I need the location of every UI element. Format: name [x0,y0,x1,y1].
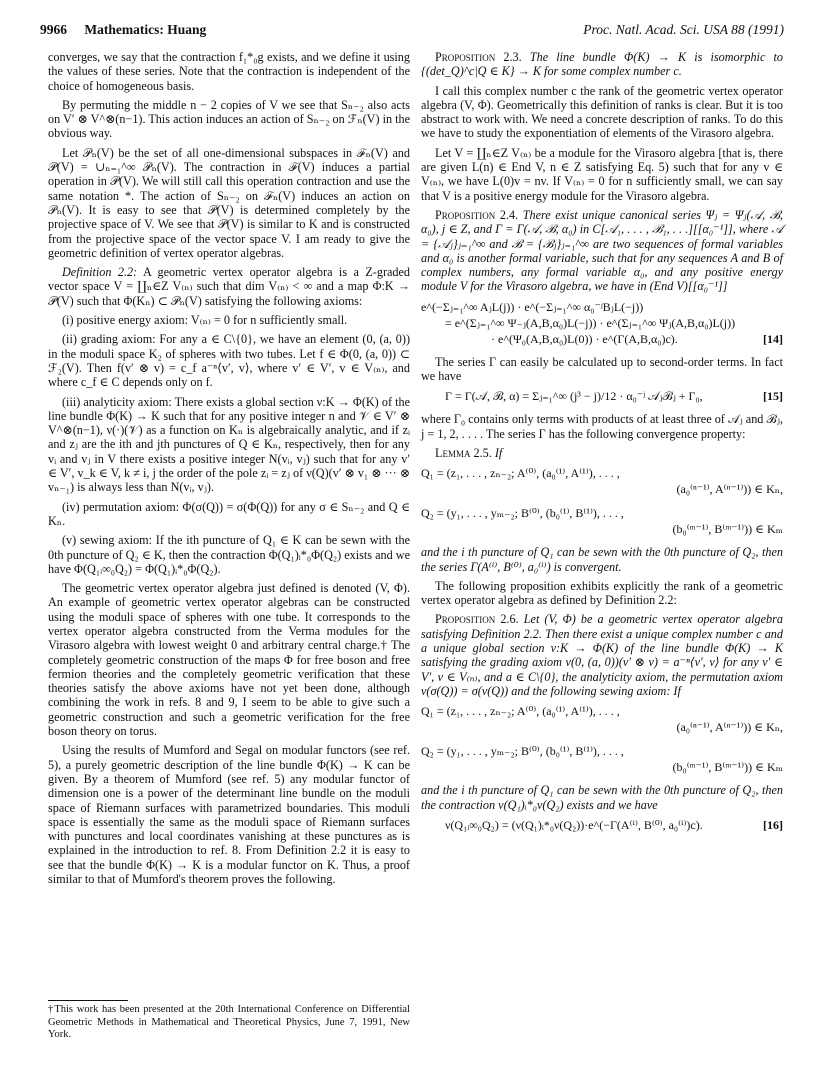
equation-line: (b₀⁽ᵐ⁻¹⁾, B⁽ᵐ⁻¹⁾)) ∈ Kₘ [672,522,783,537]
equation-number: [14] [763,331,783,346]
paragraph: By permuting the middle n − 2 copies of V we see that Sₙ₋₂ also acts on V′ ⊗ V^⊗(n−1). This action induces an action of Sₙ₋₂ on ℱₙ(V) in the obvious way. [48,97,410,141]
journal-citation: Proc. Natl. Acad. Sci. USA 88 (1991) [583,22,784,37]
page-number: 9966 [40,22,67,37]
equation-line: ν(Q₁ᵢ∞₀Q₂) = (ν(Q₁)ᵢ*₀ν(Q₂))·e^(−Γ(A⁽ⁱ⁾, B⁽⁰⁾, a₀⁽ⁱ⁾)c). [445,817,703,832]
equation-line: e^(−Σⱼ₌₁^∞ AⱼL(j)) · e^(−Σⱼ₌₁^∞ α₀⁻ʲBⱼL(−j)) [421,299,644,314]
equation-line: = e^(Σⱼ₌₁^∞ Ψ₋ⱼ(A,B,α₀)L(−j)) · e^(Σⱼ₌₁^∞ Ψⱼ(A,B,α₀)L(j)) [445,315,736,330]
definition-2-2 [48,265,410,308]
paragraph: converges, we say that the contraction f₁*₀g exists, and we define it using the values of these series. Note that the contraction is independent of the choice of homogeneous basis. [48,50,410,93]
axiom-analyticity: (iii) analyticity axiom: There exists a global section ν:K → Φ(K) of the line bundle Φ(K) → K such that for any positive integer n and 𝒱 ∈ V′ ⊗ V^⊗(n−1), ν(·)(𝒱) as a function on Kₙ is algebraically analytic, and if zᵢ and zⱼ are the ith and jth punctures of Q ∈ Kₙ, respectively, then for any vᵢ and vⱼ in V there exists a positive integer N(vᵢ, vⱼ) such that for any v′ ∈ V′, v_k ∈ V, k ≠ i, j the order of the pole zᵢ = zⱼ of ν(Q)(v′ ⊗ v₁ ⊗ ··· ⊗ vₙ₋₁) is always less than N(vᵢ, vⱼ). [48,394,410,495]
proposition-2-6 [421,612,783,698]
equation-line: Q₁ = (z₁, . . . , zₙ₋₂; A⁽⁰⁾, (a₀⁽¹⁾, A⁽¹⁾), . . . , [421,704,620,719]
equation-line: Q₂ = (y₁, . . . , yₘ₋₂; B⁽⁰⁾, (b₀⁽¹⁾, B⁽¹⁾), . . . , [421,506,624,521]
equation-14 [421,299,783,347]
proposition-conclusion: and the i th puncture of Q₁ can be sewn with the 0th puncture of Q₂, then the contraction ν(Q₁)ᵢ*₀ν(Q₂) exists and we have [421,783,783,812]
proposition-text: Let (V, Φ) be a geometric vertex operator algebra satisfying Definition 2.2. Then there exist a unique complex number c and a unique global section ν:K → Φ(K) of the line bundle Φ(K) → K satisfying the grading axiom ν(0, (a, 0))(v′ ⊗ v) = a⁻ⁿ⟨v′, v⟩ for any v′ ∈ V′, v ∈ V₍ₙ₎, and a ∈ C\{0}, the analyticity axiom, the permutation axiom ν(σ(Q)) = σ(ν(Q)) and the following sewing axiom: If [421,612,783,698]
left-column [48,50,410,891]
lemma-q1 [421,465,783,497]
axiom-permutation: (iv) permutation axiom: Φ(σ(Q)) = σ(Φ(Q)) for any σ ∈ Sₙ₋₂ and Q ∈ Kₙ. [48,499,410,528]
paragraph: The series Γ can easily be calculated up to second-order terms. In fact we have [421,354,783,384]
proposition-text: There exist unique canonical series Ψⱼ = Ψⱼ(𝒜, ℬ, α₀), j ∈ Z, and Γ = Γ(𝒜, ℬ, α₀) in C[𝒜₁, . . . , ℬ₁, . . .][[α₀⁻¹]], where 𝒜 = {𝒜ⱼ}ⱼ₌₁^∞ and ℬ = {ℬⱼ}ⱼ₌₁^∞ are two sequences of formal variables and α₀ is another formal variable, such that for any sequences A and B of complex numbers, any formal variable α₀, and any positive energy module V for the Virasoro algebra, we have in (End V)[[α₀⁻¹]] [421,207,783,294]
equation-line: (b₀⁽ᵐ⁻¹⁾, B⁽ᵐ⁻¹⁾)) ∈ Kₘ [672,760,783,775]
equation-number: [15] [763,389,783,404]
section-title: Mathematics: Huang [84,22,207,37]
right-column [421,50,783,841]
lemma-label: Lemma 2.5. [435,445,492,460]
proposition-q2 [421,743,783,775]
equation-number: [16] [763,817,783,832]
definition-label: Definition 2.2: [62,265,138,280]
proposition-2-4 [421,208,783,294]
equation-15 [421,388,783,404]
axiom-positive-energy: (i) positive energy axiom: V₍ₙ₎ = 0 for n sufficiently small. [62,313,348,328]
equation-16 [421,817,783,833]
equation-line: Γ = Γ(𝒜, ℬ, α) = Σⱼ₌₁^∞ (j³ − j)/12 · α₀⁻ʲ 𝒜ⱼℬⱼ + Γ₀, [445,389,703,404]
paragraph: Let V = ∐ₙ∈Z V₍ₙ₎ be a module for the Virasoro algebra [that is, there are given L(n) ∈ End V, n ∈ Z satisfying Eq. 5) such that for any v ∈ V₍ₙ₎, we have L(0)v = nv. If V₍ₙ₎ = 0 for n sufficiently small, we can say that V is a positive energy module for the Virasoro algebra. [421,145,783,203]
equation-line: Q₂ = (y₁, . . . , yₘ₋₂; B⁽⁰⁾, (b₀⁽¹⁾, B⁽¹⁾), . . . , [421,744,624,759]
axiom-grading: (ii) grading axiom: For any a ∈ C\{0}, we have an element (0, (a, 0)) in the moduli space K₂ of spheres with two tubes. Let f ∈ Φ(0, (a, 0)) ⊂ ℱ₂(V). Then f(v′ ⊗ v) = c_f a⁻ⁿ⟨v′, v⟩, where v′ ∈ V′, v ∈ V₍ₙ₎, and where c_f ∈ C depends only on f. [48,332,410,390]
lemma-2-5 [421,446,783,460]
proposition-2-3 [421,50,783,79]
footnote: †This work has been presented at the 20th International Conference on Differential Geometric Methods in Mathematical and Theoretical Physics, June 7, 1991, New York. [48,1004,410,1040]
definition-text: A geometric vertex operator algebra is a Z-graded vector space V = ∐ₙ∈Z V₍ₙ₎ such that dim V₍ₙ₎ < ∞ and a map Φ:K → 𝒫(V) such that Φ(Kₙ) ⊂ 𝒫ₙ(V) satisfying the following axioms: [48,265,411,308]
proposition-text: The line bundle Φ(K) → K is isomorphic to {(det_Q)^c|Q ∈ K} → K for some complex number c. [421,50,783,79]
lemma-conclusion: and the i th puncture of Q₁ can be sewn with the 0th puncture of Q₂, then the series Γ(A⁽ⁱ⁾, B⁽⁰⁾, a₀⁽ⁱ⁾) is convergent. [421,545,783,574]
equation-line: Q₁ = (z₁, . . . , zₙ₋₂; A⁽⁰⁾, (a₀⁽¹⁾, A⁽¹⁾), . . . , [421,466,620,481]
paragraph: I call this complex number c the rank of the geometric vertex operator algebra (V, Φ). Geometrically this definition of ranks is clear. But it is too abstract to work with. We need a concrete description of ranks. To do this we have to study the exponentiation of elements of the Virasoro algebra. [421,83,783,141]
proposition-q1 [421,703,783,735]
equation-line: (a₀⁽ⁿ⁻¹⁾, A⁽ⁿ⁻¹⁾)) ∈ Kₙ, [676,720,783,735]
lemma-q2 [421,505,783,537]
lemma-if: If [494,445,503,460]
paragraph: Using the results of Mumford and Segal on modular functors (see ref. 5), a purely geometric description of the line bundle Φ(K) → K can be given. By a theorem of Mumford (see ref. 5) any modular functor of dimension one is a power of the determinant line bundle on the moduli space of Riemann surfaces with parametrized boundaries. This moduli space is essentially the same as the moduli space of Riemann surfaces with punctures and local coordinates vanishing at these punctures as is explained in the introduction to ref. 8. From Definition 2.2 it is easy to see that the bundle Φ(K) → K is a modular functor on K. Thus, a proof similar to that of Mumford's theorem proves the following. [48,743,410,887]
equation-line: (a₀⁽ⁿ⁻¹⁾, A⁽ⁿ⁻¹⁾)) ∈ Kₙ, [676,482,783,497]
equation-line: · e^(Ψ₀(A,B,α₀)L(0)) · e^(Γ(A,B,α₀)c). [491,331,678,346]
paragraph: where Γ₀ contains only terms with products of at least three of 𝒜ⱼ and ℬⱼ, j = 1, 2, . . . . The series Γ has the following convergence property: [421,412,783,441]
proposition-label: Proposition 2.6. [435,612,519,627]
paragraph: Let 𝒫ₙ(V) be the set of all one-dimensional subspaces in ℱₙ(V) and 𝒫(V) = ∪ₙ₌₁^∞ 𝒫ₙ(V). The contraction in ℱ(V) induces a partial operation in 𝒫(V). We will still call this operation contraction and use the same notation *. The action of Sₙ₋₂ on ℱₙ(V) induces an action on 𝒫ₙ(V). It is easy to see that 𝒫(V) is determined completely by the projective space of V. We see that 𝒫(V) is similar to K and is constructed from the projective space of the vector space V. I am ready to give the geometric definition of vertex operator algebras. [48,145,410,260]
proposition-label: Proposition 2.4. [435,207,519,222]
proposition-label: Proposition 2.3. [435,50,522,64]
axiom-sewing: (v) sewing axiom: If the ith puncture of Q₁ ∈ K can be sewn with the 0th puncture of Q₂ ∈ K, then the contraction Φ(Q₁)ᵢ*₀Φ(Q₂) exists and we have Φ(Q₁ᵢ∞₀Q₂) = Φ(Q₁)ᵢ*₀Φ(Q₂). [48,533,410,576]
page-header [40,22,784,38]
paragraph: The following proposition exhibits explicitly the rank of a geometric vertex operator algebra as defined by Definition 2.2: [421,578,783,608]
paragraph: The geometric vertex operator algebra just defined is denoted (V, Φ). An example of geometric vertex operator algebras can be constructed using the moduli space of spheres with one tube. It corresponds to the vertex operator algebra constructed from the Verma modules for the Virasoro algebra with lowest weight 0 and arbitrary central charge.† The completely geometric construction of the maps Φ for free boson and free fermion theories and the completely geometric verification that these theories satisfy the above axioms have not yet been done, although combining the work in refs. 8 and 9, I seem to be able to give such a geometric construction and such a geometric verification for the free boson theory on torus. [48,581,410,739]
footnote-rule [48,1000,128,1001]
